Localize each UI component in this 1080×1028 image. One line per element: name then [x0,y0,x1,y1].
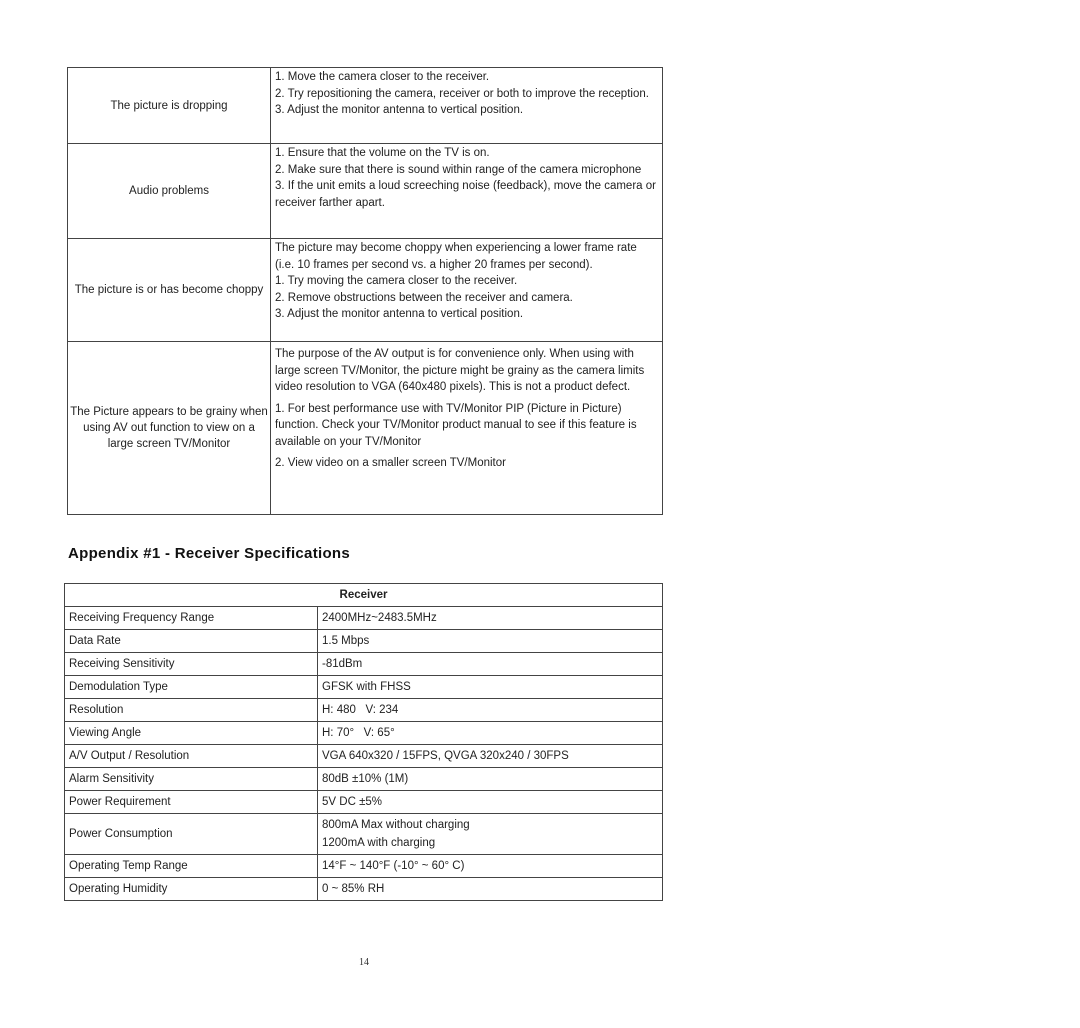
table-row [65,745,663,768]
spec-value [318,791,663,814]
solution-line: 2. Try repositioning the camera, receiver or both to improve the reception. [275,87,649,100]
solution-line: 1. Try moving the camera closer to the receiver. [275,275,518,287]
spec-value-line: 0 ~ 85% RH [322,883,385,895]
solution-line: The picture may become choppy when experiencing a lower frame rate (i.e. 10 frames per second vs. a higher 20 frames per second). [275,242,637,271]
spec-value-line: 5V DC ±5% [322,796,382,808]
issue-cell: The Picture appears to be grainy when using AV out function to view on a large screen TV/Monitor [68,342,271,515]
solution-paragraph: 1. For best performance use with TV/Monitor PIP (Picture in Picture) function. Check your TV/Monitor product manual to see if this feature is available on your TV/Monitor [275,402,637,448]
spec-value-line: H: 480 V: 234 [322,704,399,716]
spec-label: Operating Temp Range [65,855,318,878]
spec-label: Receiving Sensitivity [65,653,318,676]
solution-line: 3. If the unit emits a loud screeching noise (feedback), move the camera or receiver farther apart. [275,180,656,209]
spec-value [318,607,663,630]
table-row [65,855,663,878]
spec-label: Demodulation Type [65,676,318,699]
troubleshooting-table [67,67,663,515]
issue-cell: Audio problems [68,144,271,239]
table-row [65,791,663,814]
spec-value-line: VGA 640x320 / 15FPS, QVGA 320x240 / 30FPS [322,750,569,762]
table-row [68,239,663,342]
solution-cell [271,144,663,239]
page-number: 14 [359,957,369,968]
spec-label: Power Consumption [65,814,318,855]
receiver-specs-table [64,583,663,901]
table-row [68,68,663,144]
solution-cell [271,239,663,342]
spec-value [318,699,663,722]
spec-value-line: 1200mA with charging [322,837,436,849]
spec-value [318,878,663,901]
solution-line: 3. Adjust the monitor antenna to vertical position. [275,104,524,116]
solution-cell [271,342,663,515]
spec-value-line: GFSK with FHSS [322,681,411,693]
spec-label: Data Rate [65,630,318,653]
table-row [65,607,663,630]
table-header-row [65,584,663,607]
solution-line: 1. Move the camera closer to the receiver. [275,71,490,83]
spec-value-line: 80dB ±10% (1M) [322,773,409,785]
spec-label: Resolution [65,699,318,722]
spec-value-line: H: 70° V: 65° [322,727,395,739]
spec-label: Power Requirement [65,791,318,814]
spec-value [318,768,663,791]
table-row [65,722,663,745]
table-row [65,814,663,855]
spec-value-line: -81dBm [322,658,363,670]
spec-value [318,745,663,768]
table-row [65,630,663,653]
spec-value [318,630,663,653]
issue-cell: The picture is dropping [68,68,271,144]
spec-label: Alarm Sensitivity [65,768,318,791]
table-row [65,768,663,791]
solution-paragraph: 2. View video on a smaller screen TV/Monitor [275,457,506,469]
table-row [68,144,663,239]
spec-value-line: 1.5 Mbps [322,635,370,647]
spec-label: Receiving Frequency Range [65,607,318,630]
spec-value-line: 2400MHz~2483.5MHz [322,612,437,624]
table-row [65,699,663,722]
spec-value-line: 800mA Max without charging [322,819,470,831]
spec-value [318,722,663,745]
solution-cell [271,68,663,144]
solution-line: 3. Adjust the monitor antenna to vertical position. [275,308,524,320]
solution-line: 1. Ensure that the volume on the TV is on. [275,147,490,159]
spec-label: Viewing Angle [65,722,318,745]
spec-label: A/V Output / Resolution [65,745,318,768]
spec-value [318,855,663,878]
table-row [65,878,663,901]
table-header: Receiver [65,584,663,607]
table-row [65,676,663,699]
spec-value [318,814,663,855]
table-row [68,342,663,515]
solution-paragraph: The purpose of the AV output is for convenience only. When using with large screen TV/Monitor, the picture might be grainy as the camera limits video resolution to VGA (640x480 pixels). This is not a product defect. [275,348,645,393]
solution-line: 2. Remove obstructions between the receiver and camera. [275,291,573,304]
spec-value [318,676,663,699]
appendix-heading: Appendix #1 - Receiver Specifications [68,545,351,562]
solution-line: 2. Make sure that there is sound within range of the camera microphone [275,163,642,176]
table-row [65,653,663,676]
spec-label: Operating Humidity [65,878,318,901]
spec-value [318,653,663,676]
issue-cell: The picture is or has become choppy [68,239,271,342]
spec-value-line: 14°F ~ 140°F (-10° ~ 60° C) [322,860,465,872]
